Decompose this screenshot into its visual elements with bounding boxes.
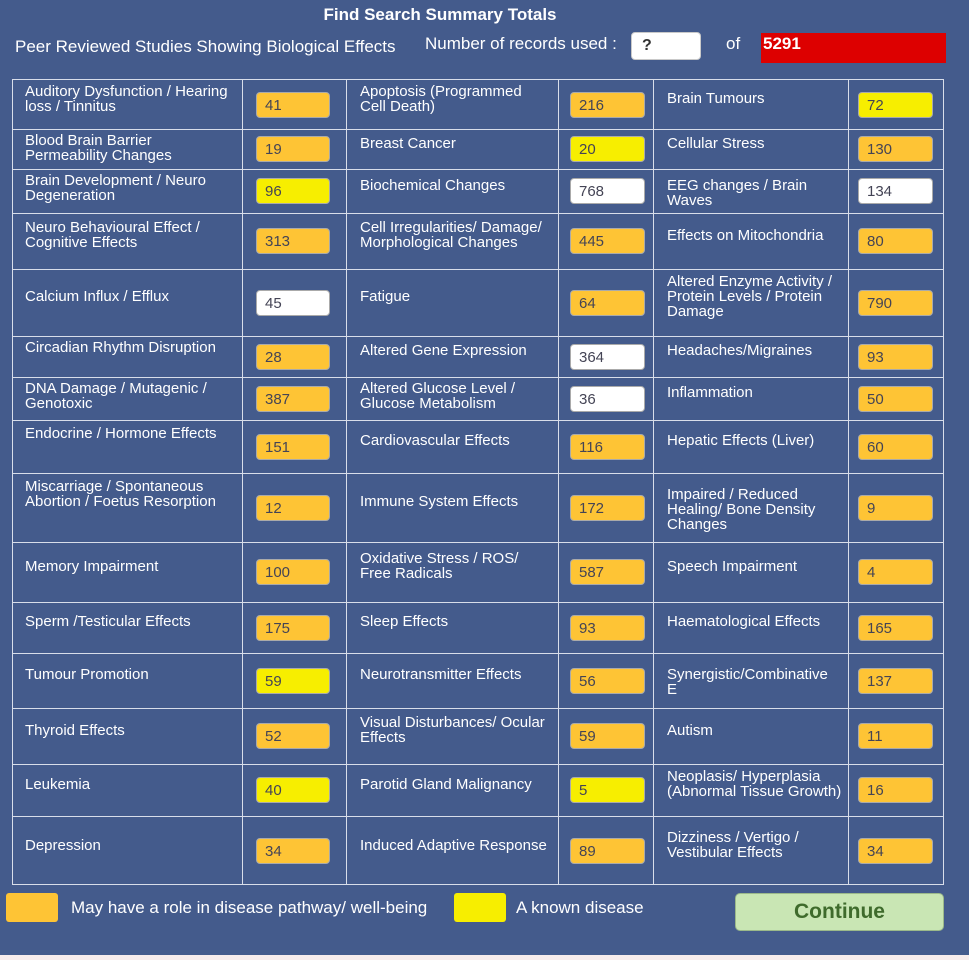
effect-label: Dizziness / Vertigo / Vestibular Effects [667, 829, 799, 861]
row-divider [13, 336, 943, 337]
page-title: Find Search Summary Totals [323, 5, 557, 24]
effect-count-button[interactable]: 40 [256, 777, 330, 803]
effect-label: Miscarriage / Spontaneous Abortion / Foetus Resorption [25, 478, 216, 510]
row-divider [13, 764, 943, 765]
effect-label: Cellular Stress [667, 134, 765, 152]
effect-label: Synergistic/Combinative E [667, 666, 828, 698]
effect-label: Altered Gene Expression [360, 342, 527, 359]
effect-count-button[interactable]: 364 [570, 344, 645, 370]
row-divider [13, 653, 943, 654]
effect-label: Tumour Promotion [25, 666, 149, 683]
effect-label: Cardiovascular Effects [360, 432, 510, 449]
effect-count-button[interactable]: 116 [570, 434, 645, 460]
effect-count-button[interactable]: 64 [570, 290, 645, 316]
effect-count-button[interactable]: 34 [858, 838, 933, 864]
effect-label: Sperm /Testicular Effects [25, 613, 191, 630]
effect-label: Immune System Effects [360, 493, 519, 510]
of-label: of [726, 34, 741, 53]
effect-label: Blood Brain Barrier Permeability Changes [25, 132, 172, 164]
effect-count-button[interactable]: 587 [570, 559, 645, 585]
effect-count-button[interactable]: 52 [256, 723, 330, 749]
effect-count-button[interactable]: 134 [858, 178, 933, 204]
records-used-input[interactable]: ? [631, 32, 701, 60]
row-divider [13, 213, 943, 214]
effect-count-button[interactable]: 5 [570, 777, 645, 803]
row-divider [13, 473, 943, 474]
legend-yellow-label: A known disease [516, 898, 644, 917]
effect-label: Circadian Rhythm Disruption [25, 339, 216, 356]
effect-count-button[interactable]: 130 [858, 136, 933, 162]
effect-label: Effects on Mitochondria [667, 226, 824, 244]
effect-label: Fatigue [360, 288, 411, 305]
effect-count-button[interactable]: 768 [570, 178, 645, 204]
column-divider [848, 80, 849, 884]
effect-label: Headaches/Migraines [667, 342, 813, 359]
effect-label: Brain Tumours [667, 90, 765, 107]
effect-label: Altered Enzyme Activity / Protein Levels / Protein Damage [667, 273, 833, 320]
row-divider [13, 542, 943, 543]
effect-count-button[interactable]: 89 [570, 838, 645, 864]
subtitle: Peer Reviewed Studies Showing Biological Effects [15, 37, 396, 56]
effect-label: Autism [667, 721, 713, 739]
effect-label: Haematological Effects [667, 613, 821, 630]
effect-count-button[interactable]: 20 [570, 136, 645, 162]
effect-label: Memory Impairment [25, 557, 159, 575]
effect-count-button[interactable]: 11 [858, 723, 933, 749]
effect-count-button[interactable]: 216 [570, 92, 645, 118]
effect-count-button[interactable]: 56 [570, 668, 645, 694]
effect-count-button[interactable]: 93 [858, 344, 933, 370]
effect-label: Cell Irregularities/ Damage/ Morphological Changes [360, 219, 542, 251]
effect-label: Biochemical Changes [360, 176, 506, 194]
effect-label: DNA Damage / Mutagenic / Genotoxic [25, 380, 207, 412]
column-divider [653, 80, 654, 884]
legend-yellow-swatch [454, 893, 506, 922]
row-divider [13, 377, 943, 378]
effect-label: Breast Cancer [360, 134, 456, 152]
effect-label: Oxidative Stress / ROS/ Free Radicals [360, 550, 519, 582]
column-divider [558, 80, 559, 884]
effect-label: Neuro Behavioural Effect / Cognitive Effects [25, 219, 200, 251]
effect-label: Endocrine / Hormone Effects [25, 424, 217, 442]
effect-count-button[interactable]: 80 [858, 228, 933, 254]
effect-count-button[interactable]: 387 [256, 386, 330, 412]
effect-count-button[interactable]: 59 [570, 723, 645, 749]
effect-count-button[interactable]: 50 [858, 386, 933, 412]
row-divider [13, 816, 943, 817]
effect-label: Parotid Gland Malignancy [360, 775, 532, 793]
effect-count-button[interactable]: 151 [256, 434, 330, 460]
column-divider [242, 80, 243, 884]
effect-count-button[interactable]: 790 [858, 290, 933, 316]
effect-count-button[interactable]: 100 [256, 559, 330, 585]
effect-label: Impaired / Reduced Healing/ Bone Density Changes [667, 485, 816, 533]
row-divider [13, 269, 943, 270]
effect-count-button[interactable]: 313 [256, 228, 330, 254]
effect-label: Leukemia [25, 775, 91, 793]
effect-count-button[interactable]: 4 [858, 559, 933, 585]
row-divider [13, 169, 943, 170]
effect-label: Inflammation [667, 384, 753, 401]
effect-label: Neoplasis/ Hyperplasia (Abnormal Tissue Growth) [667, 768, 842, 800]
effect-label: Speech Impairment [667, 557, 798, 575]
effect-count-button[interactable]: 19 [256, 136, 330, 162]
effect-count-button[interactable]: 165 [858, 615, 933, 641]
row-divider [13, 602, 943, 603]
effect-count-button[interactable]: 9 [858, 495, 933, 521]
effect-label: Induced Adaptive Response [360, 836, 547, 854]
effect-label: EEG changes / Brain Waves [667, 176, 808, 209]
effect-count-button[interactable]: 36 [570, 386, 645, 412]
effect-label: Calcium Influx / Efflux [25, 288, 169, 305]
continue-button[interactable]: Continue [735, 893, 944, 931]
effect-label: Sleep Effects [360, 613, 449, 630]
row-divider [13, 129, 943, 130]
effect-label: Hepatic Effects (Liver) [667, 432, 815, 449]
legend-orange-swatch [6, 893, 58, 922]
effect-count-button[interactable]: 175 [256, 615, 330, 641]
effect-label: Altered Glucose Level / Glucose Metabolism [360, 380, 516, 412]
effect-count-button[interactable]: 59 [256, 668, 330, 694]
effect-count-button[interactable]: 28 [256, 344, 330, 370]
effect-label: Neurotransmitter Effects [360, 666, 522, 683]
effect-count-button[interactable]: 45 [256, 290, 330, 316]
legend-orange-label: May have a role in disease pathway/ well-being [71, 898, 428, 917]
effect-count-button[interactable]: 93 [570, 615, 645, 641]
column-divider [346, 80, 347, 884]
effect-count-button[interactable]: 60 [858, 434, 933, 460]
effects-grid [12, 79, 944, 885]
effect-count-button[interactable]: 96 [256, 178, 330, 204]
effect-label: Brain Development / Neuro Degeneration [25, 172, 206, 204]
effect-label: Auditory Dysfunction / Hearing loss / Tinnitus [25, 83, 228, 115]
effect-label: Visual Disturbances/ Ocular Effects [360, 714, 545, 746]
effect-count-button[interactable]: 72 [858, 92, 933, 118]
effect-count-button[interactable]: 41 [256, 92, 330, 118]
row-divider [13, 420, 943, 421]
effect-label: Depression [25, 836, 101, 854]
effect-label: Thyroid Effects [25, 721, 125, 739]
effect-count-button[interactable]: 34 [256, 838, 330, 864]
effect-count-button[interactable]: 172 [570, 495, 645, 521]
effect-count-button[interactable]: 16 [858, 777, 933, 803]
effect-count-button[interactable]: 12 [256, 495, 330, 521]
effect-label: Apoptosis (Programmed Cell Death) [360, 83, 522, 115]
effect-count-button[interactable]: 137 [858, 668, 933, 694]
effect-count-button[interactable]: 445 [570, 228, 645, 254]
total-records-display: 5291 [761, 33, 946, 63]
row-divider [13, 708, 943, 709]
records-label: Number of records used : [425, 34, 617, 53]
